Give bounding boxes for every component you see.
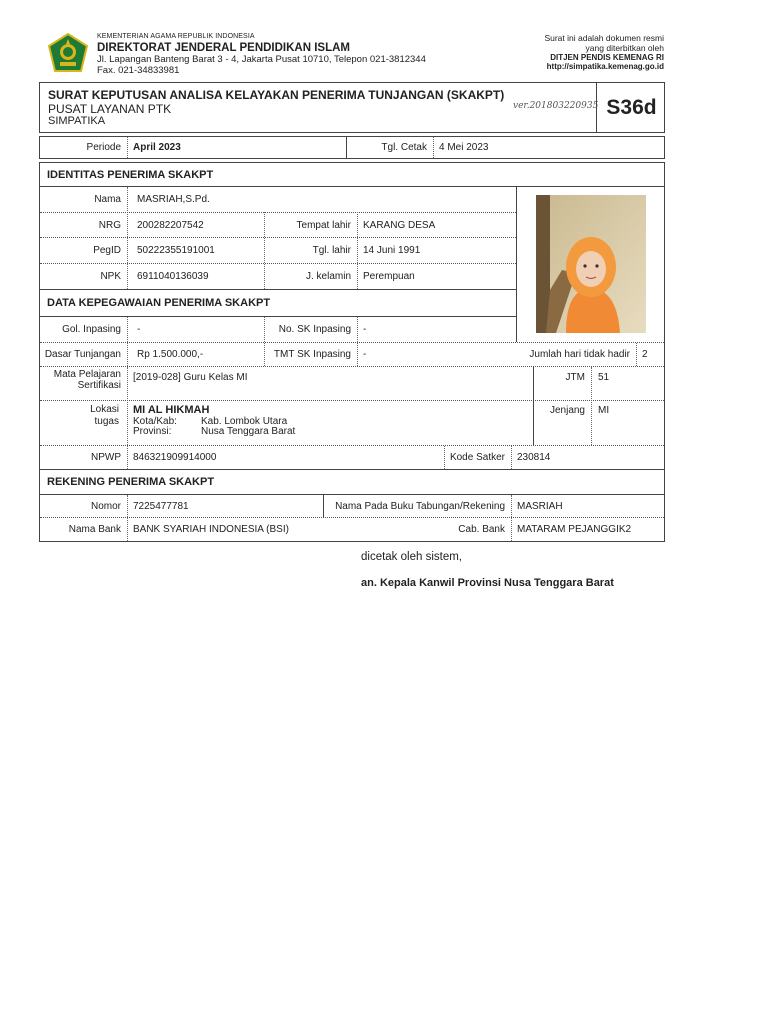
dasar-tunjangan-value: Rp 1.500.000,- xyxy=(137,349,204,360)
dasar-tunjangan-label: Dasar Tunjangan xyxy=(44,349,121,360)
provinsi-value: Nusa Tenggara Barat xyxy=(201,426,296,438)
cabang-bank-label: Cab. Bank xyxy=(458,524,505,535)
tgl-lahir-label: Tgl. lahir xyxy=(312,245,351,256)
nama-bank-label: Nama Bank xyxy=(68,524,121,535)
jtm-label: JTM xyxy=(565,372,585,383)
no-sk-inpasing-label: No. SK Inpasing xyxy=(278,324,351,335)
nomor-rekening-label: Nomor xyxy=(90,500,121,512)
pegid-value: 50222355191001 xyxy=(137,245,215,256)
employment-section-title: DATA KEPEGAWAIAN PENERIMA SKAKPT xyxy=(47,297,271,309)
print-date-label: Tgl. Cetak xyxy=(381,142,427,153)
cabang-bank-value: MATARAM PEJANGGIK2 xyxy=(517,524,632,535)
kota-value: Kab. Lombok Utara xyxy=(201,415,288,427)
tempat-lahir-value: KARANG DESA xyxy=(363,219,436,231)
recipient-photo xyxy=(536,195,646,333)
document-subtitle-2: SIMPATIKA xyxy=(48,115,106,127)
address: Jl. Lapangan Banteng Barat 3 - 4, Jakarta Pusat 10710, Telepon 021-3812344 xyxy=(97,54,426,66)
document-subtitle: PUSAT LAYANAN PTK xyxy=(48,102,172,116)
nomor-rekening-value: 7225477781 xyxy=(133,500,189,512)
jenjang-value: MI xyxy=(598,405,610,416)
printed-by-note: dicetak oleh sistem, xyxy=(361,551,462,563)
nama-bank-value: BANK SYARIAH INDONESIA (BSI) xyxy=(133,524,289,535)
npk-label: NPK xyxy=(100,271,121,282)
period-label: Periode xyxy=(86,142,121,153)
tmt-sk-inpasing-value: - xyxy=(363,349,367,360)
jenjang-label: Jenjang xyxy=(549,405,585,416)
tgl-lahir-value: 14 Juni 1991 xyxy=(363,245,421,256)
signatory: an. Kepala Kanwil Provinsi Nusa Tenggara Barat xyxy=(361,577,614,589)
version-label: ver.201803220935 xyxy=(513,101,599,111)
kota-label: Kota/Kab: xyxy=(133,415,177,427)
nrg-label: NRG xyxy=(98,219,121,231)
nrg-value: 200282207542 xyxy=(137,219,204,231)
nama-rekening-value: MASRIAH xyxy=(517,500,563,512)
directorate-name: DIREKTORAT JENDERAL PENDIDIKAN ISLAM xyxy=(97,42,351,55)
npwp-value: 846321909914000 xyxy=(133,452,217,463)
nama-label: Nama xyxy=(94,194,121,205)
title-box xyxy=(39,82,665,133)
provinsi-label: Provinsi: xyxy=(133,426,172,438)
issuer: DITJEN PENDIS KEMENAG RI xyxy=(550,53,664,63)
jenis-kelamin-value: Perempuan xyxy=(363,271,415,282)
tempat-lahir-label: Tempat lahir xyxy=(296,219,351,231)
nama-value: MASRIAH,S.Pd. xyxy=(137,194,210,205)
lokasi-block xyxy=(133,405,295,438)
npwp-label: NPWP xyxy=(91,452,121,463)
no-sk-inpasing-value: - xyxy=(363,324,367,335)
official-note-1: Surat ini adalah dokumen resmi xyxy=(544,33,664,43)
gol-inpasing-value: - xyxy=(137,324,141,335)
document-title: SURAT KEPUTUSAN ANALISA KELAYAKAN PENERIMA TUNJANGAN (SKAKPT) xyxy=(48,88,505,102)
header-left xyxy=(97,33,426,77)
ministry-name: KEMENTERIAN AGAMA REPUBLIK INDONESIA xyxy=(97,33,255,40)
provinsi-row xyxy=(133,427,295,438)
official-note-2: yang diterbitkan oleh xyxy=(585,43,664,54)
jenis-kelamin-label: J. kelamin xyxy=(305,271,351,282)
mapel-value: [2019-028] Guru Kelas MI xyxy=(133,372,248,383)
npk-value: 6911040136039 xyxy=(137,271,209,282)
tmt-sk-inpasing-label: TMT SK Inpasing xyxy=(273,349,351,360)
bank-section-title: REKENING PENERIMA SKAKPT xyxy=(47,476,215,488)
mapel-label: Mata Pelajaran Sertifikasi xyxy=(53,369,121,391)
print-date-value: 4 Mei 2023 xyxy=(439,142,489,153)
gol-inpasing-label: Gol. Inpasing xyxy=(62,324,121,335)
fax: Fax. 021-34833981 xyxy=(97,65,180,77)
pegid-label: PegID xyxy=(93,245,121,256)
kode-satker-value: 230814 xyxy=(517,452,551,463)
absent-days-label: Jumlah hari tidak hadir xyxy=(529,349,630,360)
document-code: S36d xyxy=(596,83,666,132)
jtm-value: 51 xyxy=(598,372,610,383)
header-right xyxy=(544,33,664,72)
period-value: April 2023 xyxy=(133,142,181,153)
absent-days-value: 2 xyxy=(642,349,648,360)
issuer-url: http://simpatika.kemenag.go.id xyxy=(546,62,664,72)
identity-section-title: IDENTITAS PENERIMA SKAKPT xyxy=(47,168,214,181)
kemenag-emblem-icon xyxy=(47,33,89,73)
kode-satker-label: Kode Satker xyxy=(449,452,505,463)
lokasi-label: Lokasi tugas xyxy=(90,404,119,427)
nama-rekening-label: Nama Pada Buku Tabungan/Rekening xyxy=(335,500,505,512)
school-name: MI AL HIKMAH xyxy=(133,404,210,416)
